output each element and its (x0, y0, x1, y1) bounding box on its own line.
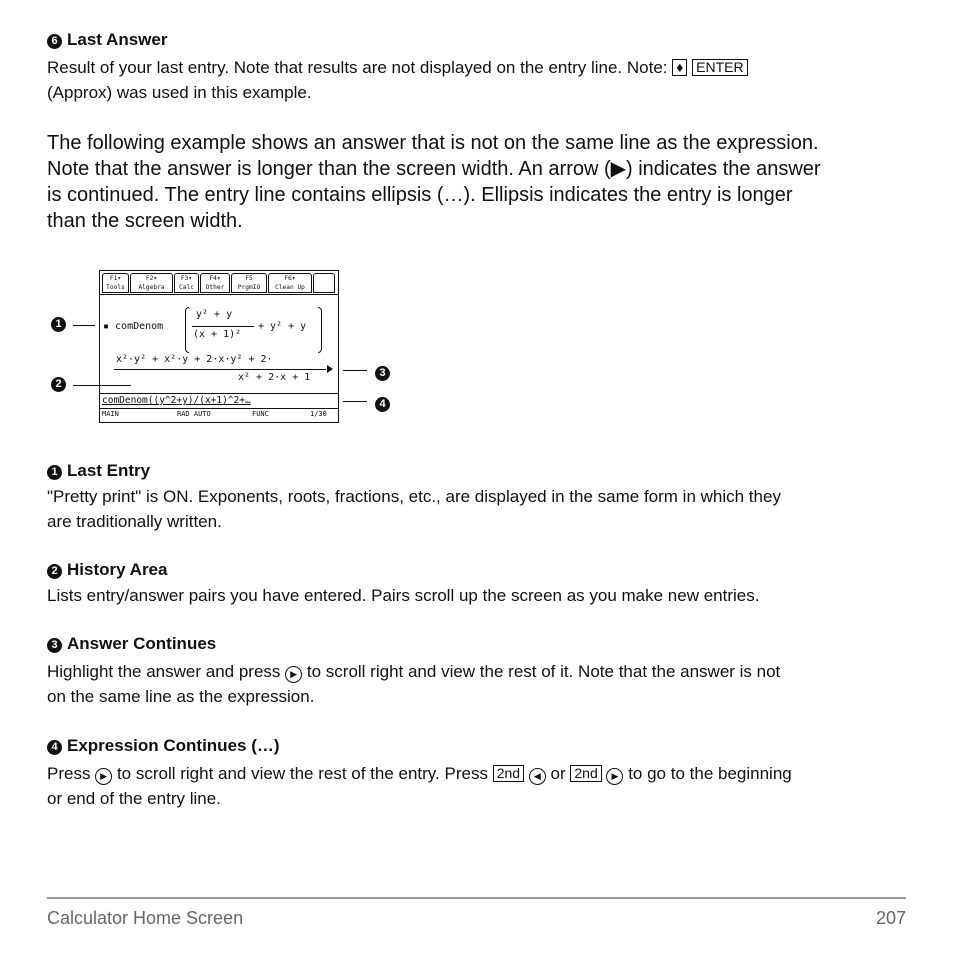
right-arrow-key-icon: ▶ (285, 666, 302, 683)
callout-3-leader (343, 370, 367, 371)
expression-continues-heading: 4 Expression Continues (…) (47, 736, 280, 756)
history-area-heading: 2 History Area (47, 560, 167, 580)
status-angle: RAD AUTO (177, 410, 211, 418)
footer-section-title: Calculator Home Screen (47, 908, 244, 928)
last-answer-text-line2: (Approx) was used in this example. (47, 83, 312, 102)
status-line-rule (100, 408, 338, 409)
status-mode: MAIN (102, 410, 119, 418)
history-area-text: Lists entry/answer pairs you have entered. Pairs scroll up the screen as you make new entries. (47, 586, 760, 605)
entry-line-top-rule (100, 393, 338, 394)
paren-right (318, 307, 322, 353)
last-entry-text: "Pretty print" is ON. Exponents, roots, fractions, etc., are displayed in the same form in which they are traditionally written. (47, 487, 781, 531)
2nd-key: 2nd (493, 765, 524, 782)
answer-numerator: x²·y² + x²·y + 2·x·y² + 2· (116, 354, 273, 365)
callout-4-leader (343, 401, 367, 402)
intro-paragraph: The following example shows an answer that is not on the same line as the expression. Note that the answer is longer than the screen width. An arrow (▶) indicates the answer is continued. The entry line contains ellipsis (…). Ellipsis indicates the entry is longer than the screen width. (47, 132, 821, 232)
footer-rule (47, 897, 906, 899)
history-entry-prefix: ▪ comDenom (103, 321, 164, 332)
toolbar-tab-algebra: F2▾ Algebra (130, 273, 173, 293)
callout-3: 3 (375, 366, 390, 381)
history-entry-tail: + y² + y (258, 321, 307, 332)
callout-number: 6 (47, 34, 62, 49)
left-arrow-key-icon: ◀ (529, 768, 546, 785)
status-count: 1/30 (310, 410, 327, 418)
expression-continues-text: Press ▶ to scroll right and view the rest of the entry. Press 2nd ◀ or 2nd ▶ to go to the beginning or end of the entry line. (47, 764, 792, 808)
toolbar-tab-other: F4▾ Other (200, 273, 230, 293)
diamond-key: ♦ (672, 59, 687, 76)
enter-key: ENTER (692, 59, 747, 76)
toolbar-tab-tools: F1▾ Tools (102, 273, 129, 293)
callout-1-leader (73, 325, 95, 326)
last-answer-heading: 6 Last Answer (47, 30, 167, 50)
callout-2: 2 (51, 377, 66, 392)
toolbar-divider (100, 294, 338, 295)
right-arrow-key-icon: ▶ (606, 768, 623, 785)
fraction-denominator: (x + 1)² (193, 329, 242, 340)
fraction-numerator: y² + y (196, 309, 233, 320)
toolbar-tab-cleanup: F6▾ Clean Up (268, 273, 312, 293)
calculator-screen (99, 270, 339, 423)
toolbar-tab-calc: F3▾ Calc (174, 273, 199, 293)
right-arrow-key-icon: ▶ (95, 768, 112, 785)
status-graph: FUNC (252, 410, 269, 418)
answer-fraction-bar (114, 369, 326, 370)
answer-continues-arrow-icon (327, 365, 333, 373)
2nd-key: 2nd (570, 765, 601, 782)
toolbar-tab-prgmio: F5 PrgmIO (231, 273, 267, 293)
callout-4: 4 (375, 397, 390, 412)
last-answer-text: Result of your last entry. Note that results are not displayed on the entry line. Note: ♦ ENTER (47, 56, 748, 81)
last-entry-heading: 1 Last Entry (47, 461, 150, 481)
fraction-bar (192, 326, 254, 327)
page-number: 207 (875, 908, 906, 928)
answer-continues-text: Highlight the answer and press ▶ to scroll right and view the rest of it. Note that the answer is not on the same line as the expression. (47, 662, 781, 706)
callout-2-leader (73, 385, 131, 386)
toolbar-tab-empty (313, 273, 335, 293)
paren-left (185, 307, 189, 353)
answer-denominator: x² + 2·x + 1 (238, 372, 311, 383)
entry-line: comDenom((y^2+y)/(x+1)^2+… (102, 395, 251, 406)
callout-1: 1 (51, 317, 66, 332)
answer-continues-heading: 3 Answer Continues (47, 634, 216, 654)
